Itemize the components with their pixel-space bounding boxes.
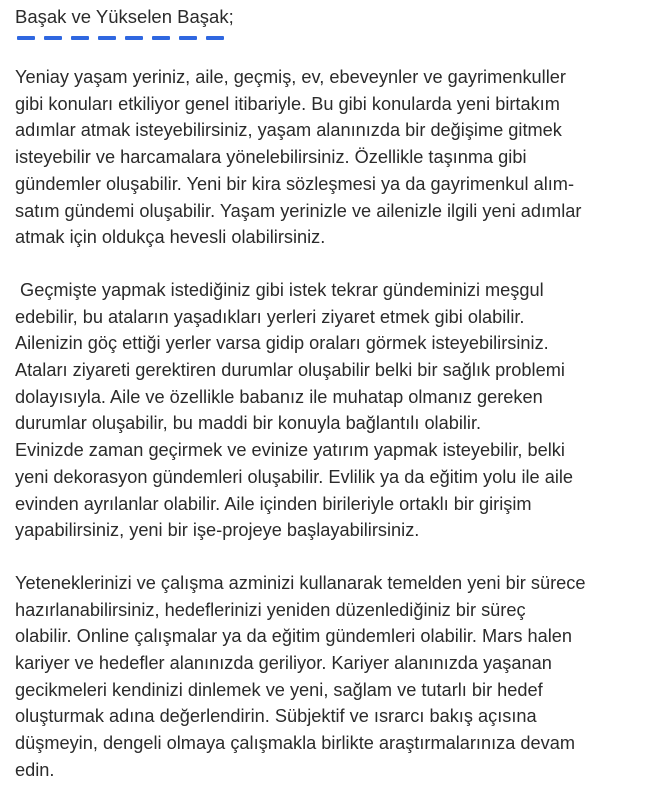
paragraph-line: atmak için oldukça hevesli olabilirsiniz. — [15, 227, 326, 248]
paragraph-line: satım gündemi oluşabilir. Yaşam yerinizle ve ailenizle ilgili yeni adımlar — [15, 200, 582, 221]
paragraph-line: Yeniay yaşam yeriniz, aile, geçmiş, ev, ebeveynler ve gayrimenkuller — [15, 67, 566, 87]
dash — [206, 36, 224, 40]
paragraph-line: gecikmeleri kendinizi dinlemek ve yeni, sağlam ve tutarlı bir hedef — [15, 679, 543, 700]
paragraph-line: gündemler oluşabilir. Yeni bir kira sözleşmesi ya da gayrimenkul alım- — [15, 173, 575, 194]
paragraph-line: Geçmişte yapmak istediğiniz gibi istek tekrar gündeminizi meşgul — [15, 279, 544, 300]
paragraph-line: edebilir, bu ataların yaşadıkları yerleri ziyaret etmek gibi olabilir. — [15, 306, 525, 327]
dash — [152, 36, 170, 40]
paragraph-line: kariyer ve hedefler alanınızda geriliyor. Kariyer alanınızda yaşanan — [15, 653, 552, 674]
dash — [125, 36, 143, 40]
paragraph-home-family — [15, 64, 628, 251]
dash — [179, 36, 197, 40]
paragraph-line: Ataları ziyareti gerektiren durumlar oluşabilir belki bir sağlık problemi — [15, 360, 565, 381]
paragraph-line: yapabilirsiniz, yeni bir işe-projeye başlayabilirsiniz. — [15, 520, 420, 541]
paragraph-line: dolayısıyla. Aile ve özellikle babanız ile muhatap olmanız gereken — [15, 386, 543, 407]
paragraph-line: Ailenizin göç ettiği yerler varsa gidip oraları görmek isteyebilirsiniz. — [15, 333, 549, 354]
title-underline-dashes — [17, 36, 628, 40]
paragraph-career-goals — [15, 570, 628, 784]
paragraph-line: adımlar atmak isteyebilirsiniz, yaşam alanınızda bir değişime gitmek — [15, 120, 562, 141]
paragraph-line: düşmeyin, dengeli olmaya çalışmakla birlikte araştırmalarınıza devam — [15, 733, 576, 754]
dash — [98, 36, 116, 40]
dash — [17, 36, 35, 40]
dash — [71, 36, 89, 40]
paragraph-line: Yeteneklerinizi ve çalışma azminizi kullanarak temelden yeni bir sürece — [15, 572, 586, 593]
paragraph-line: yeni dekorasyon gündemleri oluşabilir. Evlilik ya da eğitim yolu ile aile — [15, 466, 574, 487]
paragraph-line: isteyebilir ve harcamalara yönelebilirsiniz. Özellikle taşınma gibi — [15, 147, 527, 168]
paragraph-line: durumlar oluşabilir, bu maddi bir konuyla bağlantılı olabilir. — [15, 413, 482, 434]
paragraph-line: evinden ayrılanlar olabilir. Aile içinden birileriyle ortaklı bir girişim — [15, 493, 532, 514]
paragraph-past-ancestors — [15, 277, 628, 544]
paragraph-line: hazırlanabilirsiniz, hedeflerinizi yeniden düzenlediğiniz bir süreç — [15, 599, 526, 620]
paragraph-line: Evinizde zaman geçirmek ve evinize yatırım yapmak isteyebilir, belki — [15, 440, 565, 461]
paragraph-line: edin. — [15, 759, 55, 780]
paragraph-line: gibi konuları etkiliyor genel itibariyle. Bu gibi konularda yeni birtakım — [15, 93, 560, 114]
section-title: Başak ve Yükselen Başak; — [15, 6, 234, 27]
dash — [44, 36, 62, 40]
paragraph-line: olabilir. Online çalışmalar ya da eğitim gündemleri olabilir. Mars halen — [15, 626, 572, 647]
paragraph-line: oluşturmak adına değerlendirin. Sübjektif ve ısrarcı bakış açısına — [15, 706, 537, 727]
